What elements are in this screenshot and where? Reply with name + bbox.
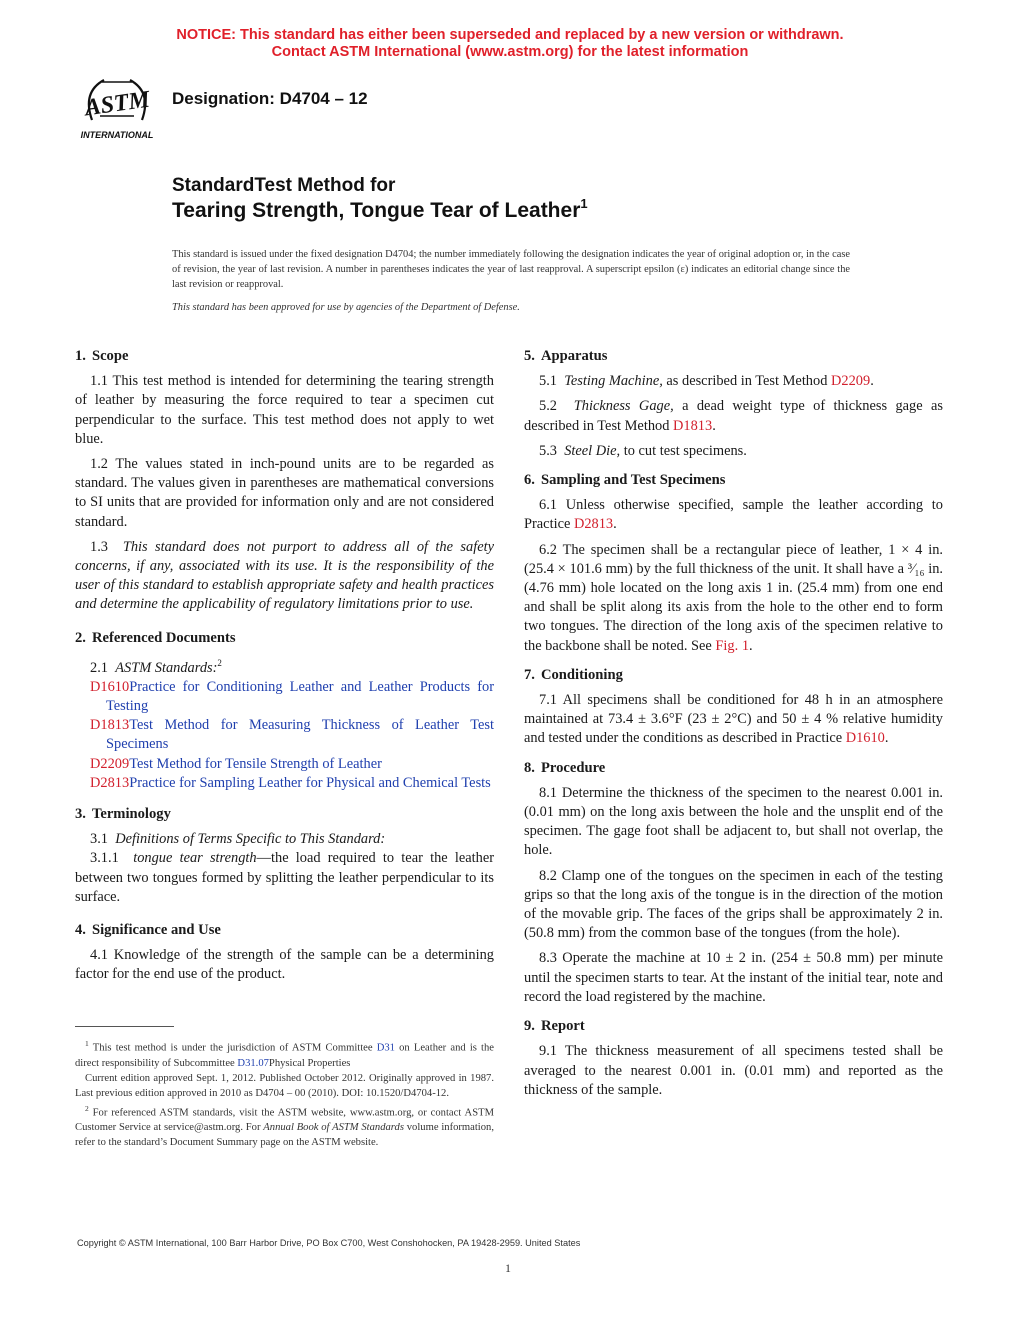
footnote: $^2$ For referenced ASTM standards, visit the ASTM website, www.astm.org, or contact ASTM Customer Service at service@astm.org. For Annual Book of ASTM Standards volume information, refer to the standard’s Document Summary page on the ASTM website. [75,1103,494,1149]
paragraph: 2.1 ASTM Standards:$^2$ [90,657,222,676]
title-main: Tearing Strength, Tongue Tear of Leather [172,199,581,222]
astm-logo [72,72,162,144]
section-heading: 5. Apparatus [524,348,608,364]
paragraph: 5.2 Thickness Gage, a dead weight type of thickness gage as described in Test Method D1813. [524,398,943,434]
reference-item[interactable]: D1813Test Method for Measuring Thickness of Leather Test Specimens [90,717,494,753]
section-heading: 1. Scope [75,348,129,364]
paragraph: 3.1.1 tongue tear strength—the load required to tear the leather between two tongues formed by splitting the leather perpendicular to its surface. [75,850,495,905]
paragraph: 1.1 This test method is intended for determining the tearing strength of leather by measuring the force required to tear a specimen cut perpendicular to the surface. This test method does not apply to wet blue. [75,373,494,447]
paragraph: 6.1 Unless otherwise specified, sample the leather according to Practice D2813. [524,497,943,533]
page-number: 1 [505,1261,511,1275]
reference-item[interactable]: D2813Practice for Sampling Leather for Physical and Chemical Tests [90,774,491,791]
standard-link[interactable]: D2813 [573,516,614,533]
title-line-2 [172,196,588,223]
section-heading: 4. Significance and Use [75,922,221,939]
section-heading: 7. Conditioning [524,666,623,683]
paragraph: 8.3 Operate the machine at 10 ± 2 in. (254 ± 50.8 mm) per minute until the specimen starts to tear. At the instant of the initial tear, note and record the load registered by the machine. [524,950,943,1005]
section-heading: 8. Procedure [524,759,606,776]
logo-text: ASTM [83,86,152,122]
paragraph: 1.2 The values stated in inch-pound units are to be regarded as standard. The values given in parentheses are mathematical conversions to SI units that are provided for information only and are not considered standard. [75,456,494,530]
section-heading: 2. Referenced Documents [75,629,236,646]
reference-item[interactable]: D2209Test Method for Tensile Strength of Leather [90,755,382,772]
figure-link[interactable]: Fig. 1 [715,637,750,654]
standard-link[interactable]: D1813 [673,417,713,434]
footnote-rule [75,1026,174,1027]
title-footnote-ref[interactable]: 1 [580,196,588,211]
standard-link[interactable]: D1610 [845,730,885,747]
reference-item[interactable]: D1610Practice for Conditioning Leather and Leather Products for Testing [90,678,494,715]
section-heading: 6. Sampling and Test Specimens [524,472,726,489]
paragraph: 8.2 Clamp one of the tongues on the specimen in each of the testing grips so that the long axis of the tongue is in the direction of the motion of the movable grip. The faces of the grips shall be approximately 2 in. (50.8 mm) from the common base of the tongues (from the hole). [524,867,943,942]
title-line-1: StandardTest Method for [172,175,396,196]
paragraph: 6.2 The specimen shall be a rectangular piece of leather, 1 × 4 in. (25.4 × 101.6 mm) by the full thickness of the unit. It shall have a ³⁄₁₆ in. (4.76 mm) hole located on the long axis 1 in. (25.4 mm) from one end and shall be split along its axis from the hole to the other end to form two tongues. The direction of the long axis of the specimen relative to the backbone shall be noted. See Fig. 1. [524,541,943,654]
paragraph: 1.3 This standard does not purport to address all of the safety concerns, if any, associated with its use. It is the responsibility of the user of this standard to establish appropriate safety and health practices and determine the applicability of regulatory limitations prior to use. [75,538,494,613]
paragraph: 9.1 The thickness measurement of all specimens tested shall be averaged to the nearest 0.001 in. (0.01 mm) and reported as the thickness of the sample. [524,1043,943,1098]
dod-approval: This standard has been approved for use by agencies of the Department of Defense. [172,302,520,313]
paragraph: 5.1 Testing Machine, as described in Test Method D2209. [539,373,874,390]
paragraph: 3.1 Definitions of Terms Specific to This Standard: [90,831,386,848]
copyright-line: Copyright © ASTM International, 100 Barr Harbor Drive, PO Box C700, West Conshohocken, PA 19428-2959. United States [77,1238,581,1248]
notice-line-1: NOTICE: This standard has either been superseded and replaced by a new version or withdrawn. [176,27,844,43]
paragraph: 7.1 All specimens shall be conditioned for 48 h in an atmosphere maintained at 73.4 ± 3.6°F (23 ± 2°C) and 50 ± 4 % relative humidity and tested under the conditions as described in Practice D1610. [524,692,943,747]
withdrawn-notice [0,27,1020,61]
footnote: $^1$ This test method is under the jurisdiction of ASTM Committee D31 on Leather and is the direct responsibility of Subcommittee D31.07Physical Properties [75,1039,494,1069]
paragraph: 5.3 Steel Die, to cut test specimens. [539,442,747,459]
left-column [75,347,494,991]
right-column [524,347,943,1106]
footnote: Current edition approved Sept. 1, 2012. Published October 2012. Originally approved in 1987. Last previous edition approved in 2010 as D4704 – 00 (2010). DOI: 10.1520/D4704-12. [75,1072,494,1099]
issued-statement: This standard is issued under the fixed designation D4704; the number immediately following the designation indicates the year of original adoption or, in the case of revision, the year of last revision. A number in parentheses indicates the year of last reapproval. A superscript epsilon (ε) indicates an editorial change since the last revision or reapproval. [172,249,850,290]
standard-link[interactable]: D2209 [831,373,871,390]
footnotes [75,1036,494,1150]
section-heading: 3. Terminology [75,806,171,823]
notice-line-2: Contact ASTM International (www.astm.org) for the latest information [271,44,749,60]
section-heading: 9. Report [524,1018,585,1035]
paragraph: 8.1 Determine the thickness of the specimen to the nearest 0.001 in. (0.01 mm) on the long axis between the hole and the unsplit end of the specimen. The gage foot shall be adjacent to, but shall not overlap, the hole. [524,784,943,859]
logo-subtext: INTERNATIONAL [80,130,154,140]
paragraph: 4.1 Knowledge of the strength of the sample can be a determining factor for the end use of the product. [75,947,494,983]
footnote-link[interactable]: D31.07 [237,1057,269,1069]
astm-logo-mark [81,80,154,140]
footnote-link[interactable]: D31 [376,1042,395,1054]
designation: Designation: D4704 – 12 [172,89,368,108]
